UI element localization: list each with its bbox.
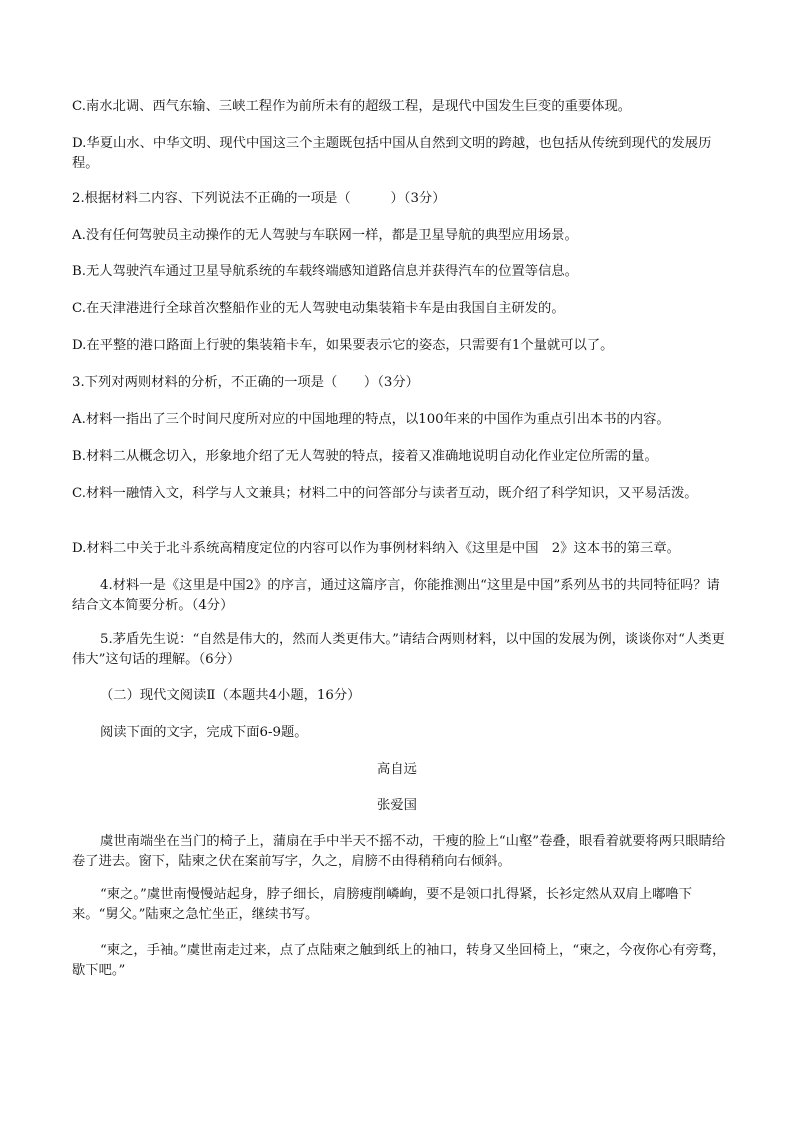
q2-option-c: C.在天津港进行全球首次整船作业的无人驾驶电动集装箱卡车是由我国自主研发的。	[72, 301, 565, 316]
question-3: 3.下列对两则材料的分析，不正确的一项是（ ）（3分）	[72, 375, 419, 390]
q2-option-b: B.无人驾驶汽车通过卫星导航系统的车载终端感知道路信息并获得汽车的位置等信息。	[72, 264, 578, 279]
story-paragraph-2: “柬之。”虞世南慢慢站起身，脖子细长，肩膀瘦削嶙峋，要不是领口扎得紧，长衫定然从双肩上嘟噜下来。“舅父。”陆柬之急忙坐正，继续书写。	[72, 887, 693, 922]
q3-option-d: D.材料二中关于北斗系统高精度定位的内容可以作为事例材料纳入《这里是中国 2》这本书的第三章。	[72, 541, 680, 556]
question-2: 2.根据材料二内容、下列说法不正确的一项是（ ）（3分）	[72, 191, 446, 206]
section-heading: （二）现代文阅读Ⅱ（本题共4小题，16分）	[100, 688, 361, 703]
q3-option-b: B.材料二从概念切入，形象地介绍了无人驾驶的特点，接着又准确地说明自动化作业定位所需的量。	[72, 449, 658, 464]
story-paragraph-3: “柬之，手袖。”虞世南走过来，点了点陆柬之触到纸上的袖口，转身又坐回椅上，“柬之，今夜你心有旁骛，歇下吧。”	[72, 943, 726, 978]
q1-option-c: C.南水北调、西气东输、三峡工程作为前所未有的超级工程，是现代中国发生巨变的重要体现。	[72, 99, 632, 114]
question-4: 4.材料一是《这里是中国2》的序言，通过这篇序言，你能推测出“这里是中国”系列丛书的共同特征吗？请结合文本简要分析。（4分）	[72, 578, 720, 613]
story-paragraph-1: 虞世南端坐在当门的椅子上，蒲扇在手中半天不摇不动，干瘦的脸上“山壑”卷叠，眼看着就要将两只眼睛给卷了进去。窗下，陆柬之伏在案前写字，久之，肩膀不由得稍稍向右倾斜。	[72, 834, 726, 869]
q1-option-d: D.华夏山水、中华文明、现代中国这三个主题既包括中国从自然到文明的跨越，也包括从传统到现代的发展历程。	[72, 136, 712, 171]
question-5: 5.茅盾先生说：“自然是伟大的，然而人类更伟大。”请结合两则材料，以中国的发展为例，谈谈你对“人类更伟大”这句话的理解。（6分）	[72, 632, 725, 667]
story-title: 高自远	[377, 762, 417, 777]
story-author: 张爱国	[377, 798, 417, 813]
q3-option-c: C.材料一融情入文，科学与人文兼具；材料二中的问答部分与读者互动，既介绍了科学知识，又平易活泼。	[72, 486, 698, 501]
reading-instruction: 阅读下面的文字，完成下面6-9题。	[100, 725, 308, 740]
q2-option-a: A.没有任何驾驶员主动操作的无人驾驶与车联网一样，都是卫星导航的典型应用场景。	[72, 228, 578, 243]
q3-option-a: A.材料一指出了三个时间尺度所对应的中国地理的特点，以100年来的中国作为重点引出本书的内容。	[72, 412, 670, 427]
q2-option-d: D.在平整的港口路面上行驶的集装箱卡车，如果要表示它的姿态，只需要有1个量就可以了。	[72, 338, 614, 353]
